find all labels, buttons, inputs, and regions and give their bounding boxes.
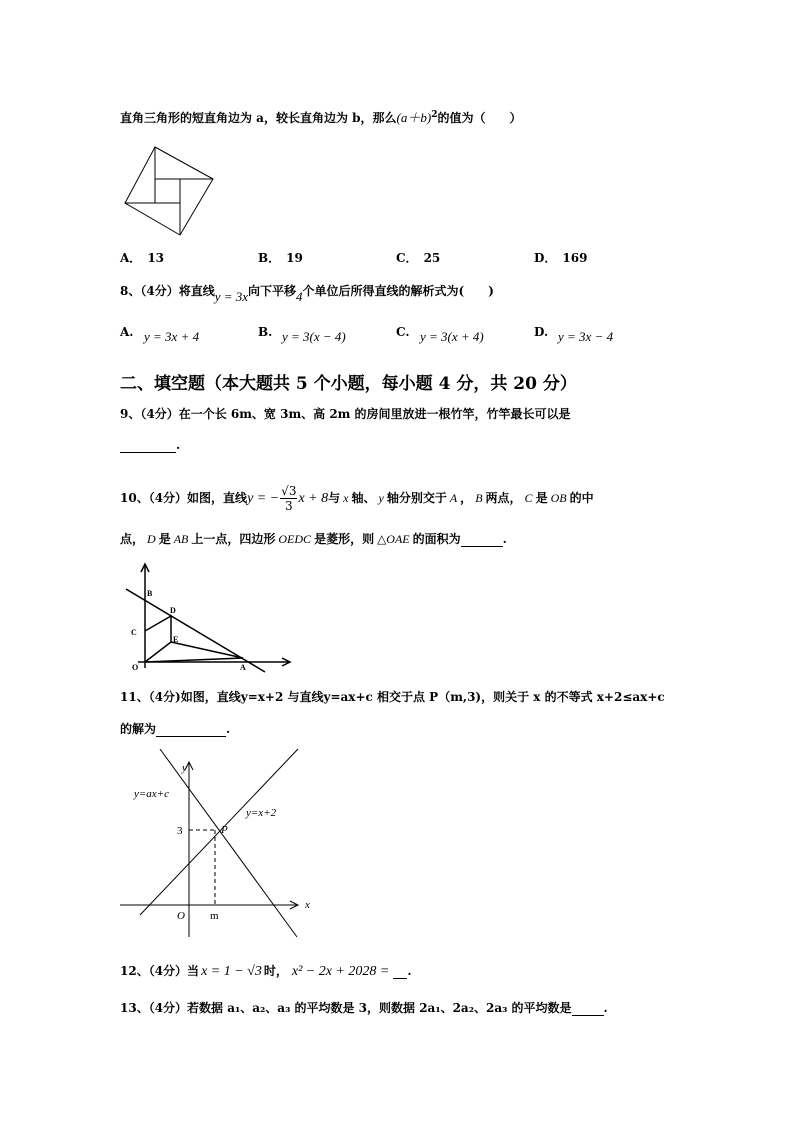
q11-label-origin: O xyxy=(177,910,185,922)
q9-answer-line[interactable]: . xyxy=(120,438,180,453)
q8-option-b-label[interactable]: B. xyxy=(258,325,273,339)
q10-stem-line2: 点， D 是 AB 上一点，四边形 OEDC 是菱形，则 △OAE 的面积为 . xyxy=(120,532,507,546)
q7-stem: 直角三角形的短直角边为 a，较长直角边为 b，那么$(a+b)^2$的值为（ ） xyxy=(120,110,522,125)
q11-stem-line1: 11、（4分)如图，直线y=x+2 与直线y=ax+c 相交于点 P（m,3)，则关于 x 的不等式 x+2≤ax+c xyxy=(120,690,665,704)
q11-label-three: 3 xyxy=(177,825,183,837)
q12-answer-blank[interactable] xyxy=(393,964,407,979)
q10-label-o: O xyxy=(132,663,139,672)
q10-label-e: E xyxy=(173,635,179,644)
q7-option-a[interactable]: A． 13 xyxy=(120,251,165,265)
q11-intersection-figure xyxy=(120,745,320,940)
q8-option-c-value: y = 3(x + 4) xyxy=(420,329,484,344)
q11-label-p: P xyxy=(221,824,228,836)
q11-label-x-axis: x xyxy=(305,899,310,911)
q11-label-line-axc: y=ax+c xyxy=(134,788,169,800)
q10-stem-line1: 10、（4分）如图，直线y = − $\frac{√3}{3}$ x + 8与 x 轴、 y 轴分别交于 A ， B 两点， C 是 OB 的中 xyxy=(120,484,594,513)
q7-option-b[interactable]: B． 19 xyxy=(258,251,303,265)
q8-option-d-label[interactable]: D. xyxy=(534,325,549,339)
q11-answer-blank[interactable] xyxy=(156,722,226,737)
q10-label-c: C xyxy=(131,628,137,637)
q10-rhombus-figure xyxy=(120,560,300,675)
q8-option-a-label[interactable]: A. xyxy=(120,325,134,339)
q10-fraction: $\frac{√3}{3}$ xyxy=(281,484,297,513)
q10-label-b: B xyxy=(147,589,153,598)
q10-label-d: D xyxy=(170,606,176,615)
q13-answer-blank[interactable] xyxy=(572,1001,604,1016)
q7-option-d[interactable]: D． 169 xyxy=(534,251,588,265)
q10-answer-blank[interactable] xyxy=(461,532,503,547)
q9-stem: 9、（4分）在一个长 6m、宽 3m、高 2m 的房间里放进一根竹竿，竹竿最长可以是 xyxy=(120,407,571,421)
q8-stem: 8、（4分）将直线y = 3x向下平移4个单位后所得直线的解析式为( ) xyxy=(120,284,494,304)
q13-stem: 13、（4分）若数据 a₁、a₂、a₃ 的平均数是 3，则数据 2a₁、2a₂、2a₃ 的平均数是 . xyxy=(120,1001,608,1015)
q10-label-a: A xyxy=(240,663,246,672)
q11-label-line-x2: y=x+2 xyxy=(246,807,277,819)
q11-label-y-axis: y xyxy=(182,762,187,774)
q7-option-c[interactable]: C． 25 xyxy=(396,251,441,265)
q11-label-m: m xyxy=(210,910,219,922)
q7-pinwheel-figure xyxy=(122,144,217,238)
q8-option-b-value: y = 3(x − 4) xyxy=(282,329,346,344)
q8-option-c-label[interactable]: C. xyxy=(396,325,410,339)
q7-expression: (a＋b) xyxy=(396,110,432,125)
q8-option-d-value: y = 3x − 4 xyxy=(558,329,614,344)
q11-stem-line2: 的解为 . xyxy=(120,722,231,736)
q8-option-a-value: y = 3x + 4 xyxy=(144,329,200,344)
section-heading: 二、填空题（本大题共 5 个小题，每小题 4 分，共 20 分） xyxy=(120,374,577,394)
q12-stem: 12、（4分）当 x = 1 − √3 时， x² − 2x + 2028 = . xyxy=(120,964,412,979)
